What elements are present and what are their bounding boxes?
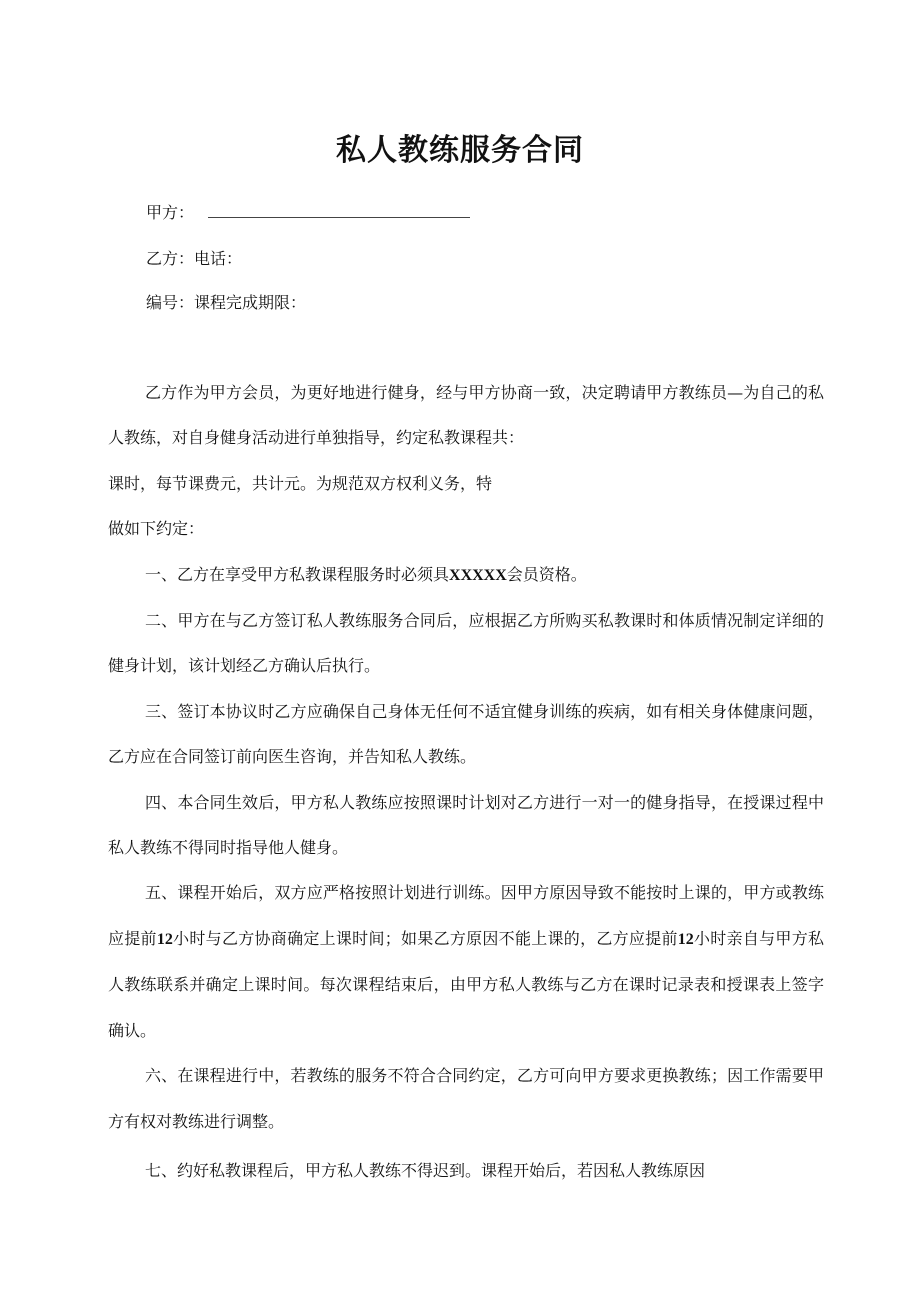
clause-3: 三、签订本协议时乙方应确保自己身体无任何不适宜健身训练的疾病，如有相关身体健康问题，乙方应在合同签订前向医生咨询，并告知私人教练。 <box>108 701 824 767</box>
clause-6: 六、在课程进行中，若教练的服务不符合合同约定，乙方可向甲方要求更换教练；因工作需要甲方有权对教练进行调整。 <box>108 1066 824 1131</box>
clause-7: 七、约好私教课程后，甲方私人教练不得迟到。课程开始后，若因私人教练原因 <box>145 1160 706 1180</box>
clause-1-text-b: 会员资格。 <box>506 564 587 584</box>
clause-5-text-c: 小时亲自与甲方私人教练联系并确定上课时间。每次课程结束后，由甲方私人教练与乙方在课时记录表和授课表上签字确认。 <box>108 928 824 1040</box>
clause-1 <box>108 552 824 598</box>
clause-5-text-b: 小时与乙方协商确定上课时间；如果乙方原因不能上课的，乙方应提前 <box>172 928 678 948</box>
intro-paragraph: 乙方作为甲方会员，为更好地进行健身，经与甲方协商一致，决定聘请甲方教练员—为自己的私人教练，对自身健身活动进行单独指导，约定私教课程共： <box>108 383 824 448</box>
clause-5-hours-1: 12 <box>156 930 173 948</box>
document-title: 私人教练服务合同 <box>336 133 584 168</box>
party-a-blank-line <box>208 201 470 218</box>
party-b-field <box>146 247 242 271</box>
contract-body <box>108 370 824 1193</box>
party-a-label: 甲方： <box>146 203 195 222</box>
clause-1-membership: XXXXX <box>449 566 507 584</box>
clause-5 <box>108 870 824 1053</box>
clause-5-hours-2: 12 <box>677 930 694 948</box>
party-b-label: 乙方：电话： <box>146 249 243 268</box>
intro-line-3: 做如下约定： <box>108 519 205 539</box>
clause-4: 四、本合同生效后，甲方私人教练应按照课时计划对乙方进行一对一的健身指导，在授课过程中私人教练不得同时指导他人健身。 <box>108 792 824 858</box>
number-label: 编号：课程完成期限： <box>146 293 307 312</box>
clause-1-text-a: 一、乙方在享受甲方私教课程服务时必须具 <box>145 564 450 584</box>
clause-2: 二、甲方在与乙方签订私人教练服务合同后，应根据乙方所购买私教课时和体质情况制定详细的健身计划，该计划经乙方确认后执行。 <box>108 611 824 676</box>
intro-line-2: 课时，每节课费元，共计元。为规范双方权利义务，特 <box>108 473 493 493</box>
party-a-field <box>146 201 470 225</box>
clause-5-text-a: 五、课程开始后，双方应严格按照计划进行训练。因甲方原因导致不能按时上课的，甲方或教练应提前 <box>108 883 824 948</box>
number-field <box>146 291 306 315</box>
